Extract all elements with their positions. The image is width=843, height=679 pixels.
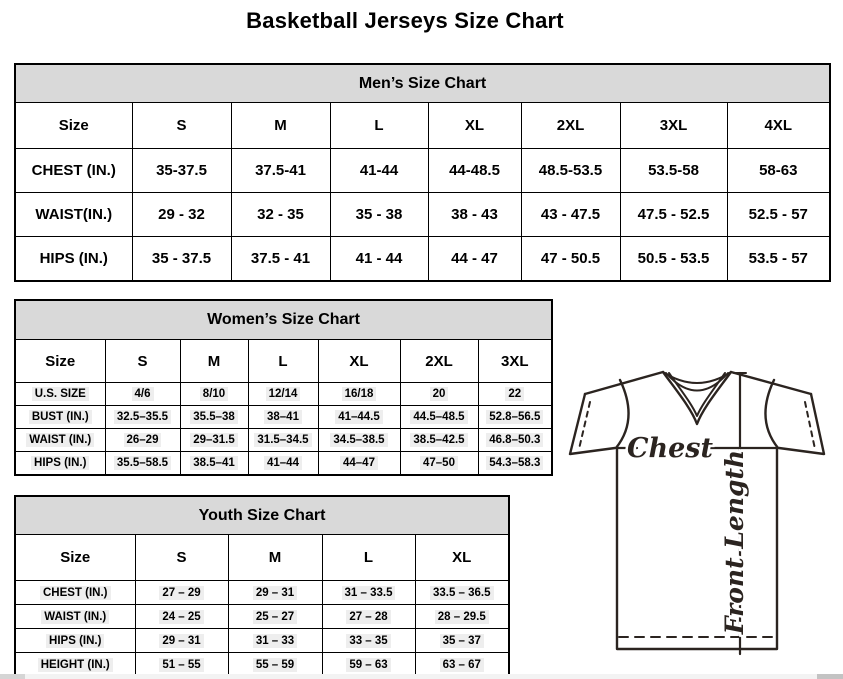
cell-value: 20 [430, 387, 449, 401]
row-label: HIPS (IN.) [31, 456, 89, 470]
cell-value: 32.5–35.5 [114, 410, 171, 424]
row-label: CHEST (IN.) [40, 586, 111, 600]
women-data-row [15, 406, 552, 429]
cell-value: 44 - 47 [451, 250, 498, 267]
row-label: WAIST (IN.) [41, 610, 109, 624]
cell-value: 35.5–38 [190, 410, 238, 424]
cell-value: 44–47 [340, 456, 378, 470]
cell-value: 52.8–56.5 [486, 410, 543, 424]
women-column-header: 2XL [400, 340, 478, 383]
youth-column-header: Size [15, 535, 135, 581]
women-column-header: L [248, 340, 318, 383]
cell-value: 44-48.5 [449, 162, 500, 179]
cell-value: 47.5 - 52.5 [637, 206, 710, 223]
row-label: HIPS (IN.) [39, 250, 108, 267]
women-column-header: S [105, 340, 180, 383]
jersey-shoulder-right [731, 372, 811, 394]
cell-value: 51 – 55 [159, 658, 203, 672]
cell-value: 35.5–58.5 [114, 456, 171, 470]
cell-value: 53.5-58 [648, 162, 699, 179]
cell-value: 25 – 27 [253, 610, 297, 624]
youth-data-row [15, 581, 509, 605]
women-data-row [15, 383, 552, 406]
men-column-header: S [132, 103, 231, 149]
women-data-row [15, 452, 552, 476]
womens-size-table [14, 299, 553, 476]
scrollbar-right-button[interactable] [817, 674, 843, 679]
cell-value: 55 – 59 [253, 658, 297, 672]
cell-value: 29 – 31 [253, 586, 297, 600]
cell-value: 12/14 [266, 387, 301, 401]
jersey-sleeve-left [570, 394, 615, 454]
cell-value: 35 - 37.5 [151, 250, 212, 267]
youth-column-header: M [228, 535, 322, 581]
jersey-body-outline [617, 448, 777, 649]
cell-value: 31 – 33 [253, 634, 297, 648]
cell-value: 4/6 [132, 387, 154, 401]
cell-value: 28 – 29.5 [435, 610, 489, 624]
cell-value: 27 – 29 [159, 586, 203, 600]
jersey-armhole-right [765, 380, 778, 448]
scrollbar-left-button[interactable] [0, 674, 25, 679]
women-column-header: M [180, 340, 248, 383]
row-label: CHEST (IN.) [31, 162, 116, 179]
front-length-label: Front Length [720, 449, 749, 635]
youth-header-row [15, 535, 509, 581]
cell-value: 29 - 32 [158, 206, 205, 223]
men-column-header: M [231, 103, 330, 149]
cell-value: 38.5–42.5 [410, 433, 467, 447]
women-column-header: 3XL [478, 340, 552, 383]
cell-value: 41–44 [264, 456, 302, 470]
cell-value: 47–50 [420, 456, 458, 470]
cell-value: 16/18 [342, 387, 377, 401]
cell-value: 43 - 47.5 [540, 206, 601, 223]
women-header-row [15, 340, 552, 383]
cell-value: 32 - 35 [257, 206, 304, 223]
cell-value: 50.5 - 53.5 [637, 250, 710, 267]
row-label: U.S. SIZE [32, 387, 89, 401]
cell-value: 34.5–38.5 [330, 433, 387, 447]
row-label: WAIST(IN.) [35, 206, 113, 223]
cell-value: 47 - 50.5 [540, 250, 601, 267]
jersey-sleeve-right [779, 394, 824, 454]
women-table-title: Women’s Size Chart [15, 300, 552, 340]
youth-data-row [15, 629, 509, 653]
cell-value: 33 – 35 [346, 634, 390, 648]
cell-value: 35-37.5 [156, 162, 207, 179]
men-data-row [15, 237, 830, 282]
cell-value: 53.5 - 57 [748, 250, 808, 267]
men-column-header: L [330, 103, 428, 149]
chest-label: Chest [627, 433, 713, 464]
men-column-header: 4XL [727, 103, 830, 149]
men-header-row [15, 103, 830, 149]
men-column-header: XL [428, 103, 521, 149]
men-data-row [15, 149, 830, 193]
cell-value: 37.5 - 41 [250, 250, 311, 267]
cell-value: 46.8–50.3 [486, 433, 543, 447]
cell-value: 27 – 28 [346, 610, 390, 624]
cell-value: 41–44.5 [335, 410, 383, 424]
men-column-header: 2XL [521, 103, 620, 149]
row-label: WAIST (IN.) [26, 433, 94, 447]
youth-table-title: Youth Size Chart [15, 496, 509, 535]
horizontal-scrollbar[interactable] [0, 674, 843, 679]
row-label: BUST (IN.) [29, 410, 92, 424]
men-column-header: 3XL [620, 103, 727, 149]
cell-value: 26–29 [124, 433, 162, 447]
cell-value: 59 – 63 [346, 658, 390, 672]
cell-value: 35 - 38 [355, 206, 403, 223]
row-label: HIPS (IN.) [46, 634, 104, 648]
row-label: HEIGHT (IN.) [38, 658, 113, 672]
cell-value: 37.5-41 [255, 162, 306, 179]
men-data-row [15, 193, 830, 237]
cell-value: 8/10 [200, 387, 228, 401]
youth-column-header: L [322, 535, 415, 581]
cell-value: 54.3–58.3 [486, 456, 543, 470]
youth-size-table [14, 495, 510, 678]
cell-value: 29–31.5 [190, 433, 238, 447]
cell-value: 41 - 44 [355, 250, 403, 267]
cell-value: 44.5–48.5 [410, 410, 467, 424]
cell-value: 38 - 43 [451, 206, 498, 223]
cell-value: 31.5–34.5 [254, 433, 311, 447]
cell-value: 63 – 67 [440, 658, 484, 672]
cell-value: 33.5 – 36.5 [430, 586, 494, 600]
women-column-header: Size [15, 340, 105, 383]
page-title: Basketball Jerseys Size Chart [246, 8, 564, 33]
youth-column-header: XL [415, 535, 509, 581]
men-table-title: Men’s Size Chart [15, 64, 830, 103]
cell-value: 41-44 [359, 162, 399, 179]
cell-value: 22 [505, 387, 524, 401]
cell-value: 35 – 37 [440, 634, 484, 648]
cell-value: 48.5-53.5 [538, 162, 603, 179]
cell-value: 38–41 [264, 410, 302, 424]
cell-value: 58-63 [759, 162, 798, 179]
jersey-diagram [556, 360, 842, 678]
cell-value: 24 – 25 [159, 610, 203, 624]
men-column-header: Size [15, 103, 132, 149]
women-column-header: XL [318, 340, 400, 383]
cell-value: 38.5–41 [190, 456, 238, 470]
cell-value: 31 – 33.5 [342, 586, 396, 600]
women-data-row [15, 429, 552, 452]
youth-column-header: S [135, 535, 228, 581]
cell-value: 52.5 - 57 [748, 206, 808, 223]
cell-value: 29 – 31 [159, 634, 203, 648]
youth-data-row [15, 605, 509, 629]
mens-size-table [14, 63, 831, 282]
